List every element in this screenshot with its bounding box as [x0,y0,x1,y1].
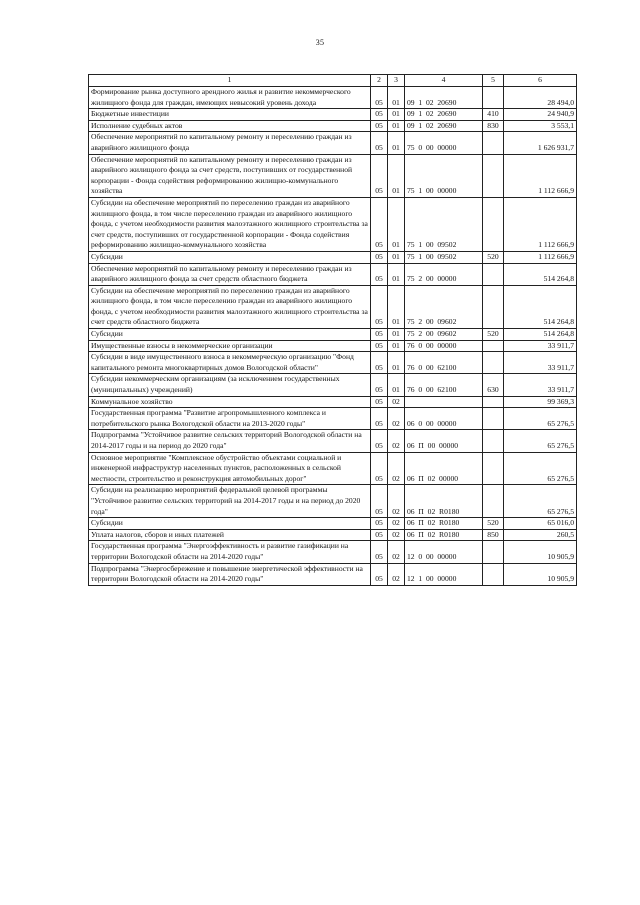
cell-csr: 06 П 02 R0180 [405,518,483,530]
cell-vr [483,352,504,374]
row-name-text: Коммунальное хозяйство [91,396,173,406]
table-row [89,154,577,197]
cell-name [89,329,371,341]
cell-csr: 06 П 02 R0180 [405,485,483,518]
cell-csr: 76 0 00 62100 [405,374,483,396]
header-col-sum: 6 [504,75,577,87]
cell-csr: 06 0 00 00000 [405,408,483,430]
row-name-text: Обеспечение мероприятий по капитальному ремонту и переселению граждан из аварийного жилищного фонда за счет средств, поступивших от государственной корпорации - Фонда содействия реформированию жилищно-коммунального хозяйства [91,154,353,196]
cell-csr: 12 1 00 00000 [405,563,483,585]
cell-rz: 05 [371,120,388,132]
cell-vr: 520 [483,329,504,341]
cell-sum: 514 264,8 [504,263,577,285]
cell-sum: 260,5 [504,529,577,541]
table-row [89,374,577,396]
cell-name [89,352,371,374]
cell-name [89,251,371,263]
header-col-pr: 3 [388,75,405,87]
cell-csr: 75 1 00 09502 [405,197,483,251]
cell-csr: 06 П 02 R0180 [405,529,483,541]
cell-csr: 75 2 00 09602 [405,329,483,341]
cell-sum: 514 264,8 [504,285,577,328]
cell-pr: 01 [388,197,405,251]
cell-rz: 05 [371,352,388,374]
row-name-text: Уплата налогов, сборов и иных платежей [91,529,224,539]
cell-rz: 05 [371,529,388,541]
cell-sum: 10 905,9 [504,563,577,585]
cell-vr [483,132,504,154]
cell-name [89,529,371,541]
cell-pr: 01 [388,329,405,341]
cell-csr: 06 П 02 00000 [405,452,483,485]
cell-pr: 01 [388,120,405,132]
cell-csr: 75 0 00 00000 [405,132,483,154]
cell-vr: 630 [483,374,504,396]
row-name-text: Субсидии в виде имущественного взноса в некоммерческую организацию "Фонд капитального ремонта многоквартирных домов Вологодской области" [91,352,354,372]
cell-sum: 33 911,7 [504,374,577,396]
table-row [89,541,577,563]
table-row [89,251,577,263]
cell-pr: 02 [388,518,405,530]
table-row [89,485,577,518]
cell-vr [483,87,504,109]
cell-sum: 65 276,5 [504,408,577,430]
cell-vr [483,154,504,197]
cell-pr: 01 [388,87,405,109]
cell-csr: 09 1 02 20690 [405,87,483,109]
cell-rz: 05 [371,340,388,352]
cell-vr [483,541,504,563]
row-name-text: Государственная программа "Развитие агропромышленного комплекса и потребительского рынка Вологодской области на 2013-2020 годы" [91,408,326,428]
cell-name [89,87,371,109]
cell-pr: 02 [388,396,405,408]
cell-vr [483,340,504,352]
cell-name [89,263,371,285]
cell-rz: 05 [371,374,388,396]
cell-sum: 65 276,5 [504,430,577,452]
cell-csr: 75 1 00 09502 [405,251,483,263]
cell-rz: 05 [371,541,388,563]
row-name-text: Субсидии [91,518,123,528]
table-row [89,285,577,328]
cell-pr: 02 [388,408,405,430]
cell-csr: 12 0 00 00000 [405,541,483,563]
cell-vr [483,396,504,408]
page-number: 35 [315,38,325,47]
cell-name [89,374,371,396]
cell-name [89,197,371,251]
table-row [89,529,577,541]
table-row [89,132,577,154]
cell-pr: 01 [388,132,405,154]
table-row [89,263,577,285]
cell-rz: 05 [371,154,388,197]
cell-name [89,154,371,197]
cell-pr: 02 [388,430,405,452]
row-name-text: Формирование рынка доступного арендного жилья и развитие некоммерческого жилищного фонда для граждан, имеющих невысокий уровень дохода [91,87,351,107]
budget-table [88,74,577,586]
cell-sum: 514 264,8 [504,329,577,341]
cell-name [89,132,371,154]
header-col-csr: 4 [405,75,483,87]
cell-rz: 05 [371,87,388,109]
cell-vr [483,197,504,251]
row-name-text: Подпрограмма "Устойчивое развитие сельских территорий Вологодской области на 2014-2017 годы и на период до 2020 года" [91,430,362,450]
row-name-text: Основное мероприятие "Комплексное обустройство объектами социальной и инженерной инфраструктур населенных пунктов, расположенных в сельской местности, строительство и реконструкция автомобильных дорог" [91,452,342,483]
cell-vr [483,408,504,430]
row-name-text: Субсидии на реализацию мероприятий федеральной целевой программы "Устойчивое развитие сельских территорий на 2014-2017 годы и на период до 2020 года" [91,485,361,516]
cell-rz: 05 [371,563,388,585]
cell-name [89,541,371,563]
cell-sum: 33 911,7 [504,352,577,374]
cell-vr [483,263,504,285]
cell-csr: 09 1 02 20690 [405,109,483,121]
cell-vr [483,563,504,585]
cell-pr: 02 [388,485,405,518]
cell-sum: 24 940,9 [504,109,577,121]
row-name-text: Обеспечение мероприятий по капитальному ремонту и переселению граждан из аварийного жилищного фонда за счет средств областного бюджета [91,263,352,284]
table-header-row [89,75,577,87]
cell-pr: 01 [388,340,405,352]
table-row [89,87,577,109]
cell-rz: 05 [371,518,388,530]
table-row [89,396,577,408]
table-row [89,430,577,452]
cell-csr [405,396,483,408]
cell-csr: 75 2 00 00000 [405,263,483,285]
cell-sum: 28 494,0 [504,87,577,109]
cell-name [89,518,371,530]
cell-name [89,285,371,328]
row-name-text: Имущественные взносы в некоммерческие организации [91,340,273,350]
cell-vr: 520 [483,251,504,263]
cell-pr: 02 [388,541,405,563]
cell-pr: 01 [388,374,405,396]
table-row [89,109,577,121]
cell-rz: 05 [371,251,388,263]
cell-sum: 99 369,3 [504,396,577,408]
row-name-text: Субсидии на обеспечение мероприятий по переселению граждан из аварийного жилищного фонда, в том числе переселению граждан из аварийного жилищного фонда, с учетом необходимости развития малоэтажного жилищного строительства за счет средств, поступивших от государственной корпорации - Фонда содействия реформированию жилищно-коммунального хозяйства [91,197,368,250]
row-name-text: Субсидии на обеспечение мероприятий по переселению граждан из аварийного жилищного фонда, в том числе переселению граждан из аварийного жилищного фонда, с учетом необходимости развития малоэтажного жилищного строительства за счет средств областного бюджета [91,285,368,327]
cell-name [89,430,371,452]
table-row [89,518,577,530]
cell-sum: 33 911,7 [504,340,577,352]
cell-rz: 05 [371,109,388,121]
table-row [89,340,577,352]
row-name-text: Исполнение судебных актов [91,120,183,130]
cell-vr [483,485,504,518]
cell-pr: 01 [388,263,405,285]
header-col-rz: 2 [371,75,388,87]
row-name-text: Субсидии [91,329,123,339]
cell-sum: 65 276,5 [504,485,577,518]
cell-rz: 05 [371,132,388,154]
cell-pr: 01 [388,109,405,121]
cell-vr: 830 [483,120,504,132]
cell-vr [483,430,504,452]
cell-sum: 3 553,1 [504,120,577,132]
cell-vr [483,285,504,328]
cell-vr [483,452,504,485]
cell-rz: 05 [371,485,388,518]
table-row [89,329,577,341]
cell-rz: 05 [371,408,388,430]
cell-pr: 01 [388,251,405,263]
cell-sum: 1 112 666,9 [504,154,577,197]
cell-rz: 05 [371,197,388,251]
cell-vr: 850 [483,529,504,541]
header-col-name: 1 [89,75,371,87]
budget-table-body [89,75,577,586]
cell-sum: 1 626 931,7 [504,132,577,154]
cell-name [89,485,371,518]
cell-csr: 75 1 00 00000 [405,154,483,197]
cell-sum: 1 112 666,9 [504,251,577,263]
table-row [89,120,577,132]
cell-pr: 02 [388,452,405,485]
row-name-text: Субсидии [91,251,123,261]
cell-csr: 76 0 00 62100 [405,352,483,374]
cell-rz: 05 [371,263,388,285]
cell-name [89,563,371,585]
cell-pr: 01 [388,285,405,328]
header-col-vr: 5 [483,75,504,87]
table-row [89,197,577,251]
table-row [89,352,577,374]
cell-csr: 75 2 00 09602 [405,285,483,328]
cell-name [89,340,371,352]
table-row [89,563,577,585]
cell-name [89,452,371,485]
cell-csr: 09 1 02 20690 [405,120,483,132]
cell-vr: 410 [483,109,504,121]
cell-pr: 01 [388,154,405,197]
cell-sum: 1 112 666,9 [504,197,577,251]
row-name-text: Подпрограмма "Энергосбережение и повышение энергетической эффективности на территории Вологодской области на 2014-2020 годы" [91,563,363,584]
table-row [89,408,577,430]
cell-rz: 05 [371,396,388,408]
cell-sum: 10 905,9 [504,541,577,563]
cell-pr: 02 [388,563,405,585]
cell-rz: 05 [371,285,388,328]
cell-name [89,109,371,121]
cell-csr: 06 П 00 00000 [405,430,483,452]
row-name-text: Бюджетные инвестиции [91,109,169,119]
cell-rz: 05 [371,452,388,485]
row-name-text: Обеспечение мероприятий по капитальному ремонту и переселению граждан из аварийного жилищного фонда [91,132,352,152]
cell-name [89,396,371,408]
cell-sum: 65 016,0 [504,518,577,530]
row-name-text: Государственная программа "Энергоэффективность и развитие газификации на территории Вологодской области на 2014-2020 годы" [91,541,349,561]
cell-csr: 76 0 00 00000 [405,340,483,352]
cell-pr: 01 [388,352,405,374]
table-row [89,452,577,485]
cell-vr: 520 [483,518,504,530]
cell-name [89,120,371,132]
cell-rz: 05 [371,329,388,341]
cell-name [89,408,371,430]
cell-sum: 65 276,5 [504,452,577,485]
row-name-text: Субсидии некоммерческим организациям (за исключением государственных (муниципальных) учреждений) [91,374,340,395]
cell-pr: 02 [388,529,405,541]
cell-rz: 05 [371,430,388,452]
